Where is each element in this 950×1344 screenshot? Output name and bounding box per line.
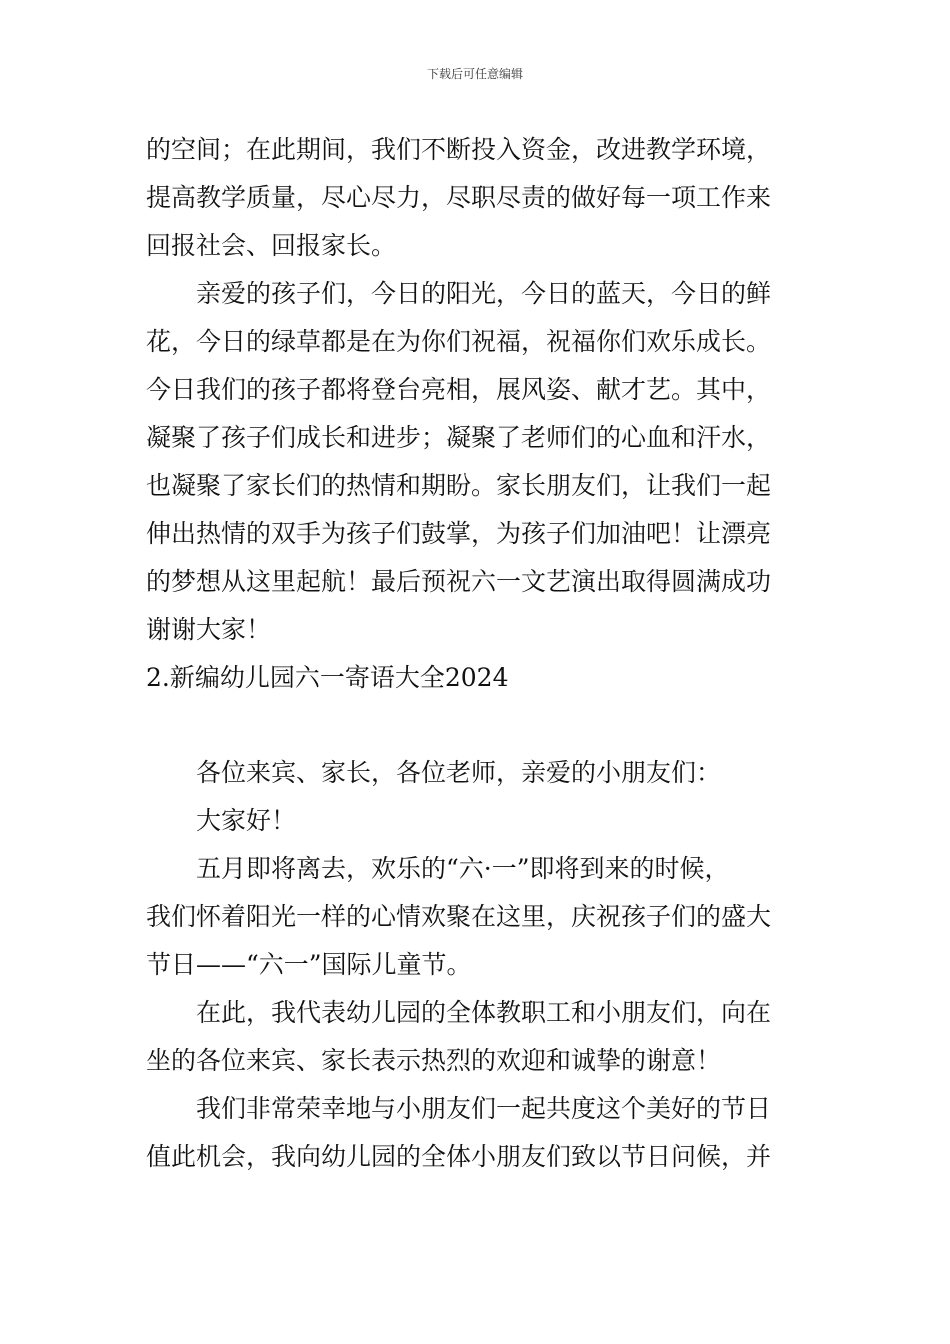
text-line: 我们非常荣幸地与小朋友们一起共度这个美好的节日 [196,1094,772,1123]
text-line: 伸出热情的双手为孩子们鼓掌，为孩子们加油吧！让漂亮 [146,519,772,548]
text-line: 在此，我代表幼儿园的全体教职工和小朋友们，向在 [196,998,772,1027]
text-line: 五月即将离去，欢乐的“六·一”即将到来的时候， [196,854,730,883]
text-line: 大家好！ [196,806,297,835]
text-line: 节日——“六一”国际儿童节。 [146,950,472,979]
text-line: 今日我们的孩子都将登台亮相，展风姿、献才艺。其中， [146,375,772,404]
text-line: 我们怀着阳光一样的心情欢聚在这里，庆祝孩子们的盛大 [146,902,772,931]
paragraph-gap [146,702,806,749]
text-line: 亲爱的孩子们，今日的阳光，今日的蓝天，今日的鲜 [196,279,772,308]
text-line: 坐的各位来宾、家长表示热烈的欢迎和诚挚的谢意！ [146,1046,722,1075]
text-line: 值此机会，我向幼儿园的全体小朋友们致以节日问候，并 [146,1142,772,1171]
page-header: 下载后可任意编辑 [426,67,523,81]
text-line: 也凝聚了家长们的热情和期盼。家长朋友们，让我们一起 [146,471,772,500]
text-line: 回报社会、回报家长。 [146,231,397,260]
text-line: 提高教学质量，尽心尽力，尽职尽责的做好每一项工作来 [146,183,772,212]
text-line: 花，今日的绿草都是在为你们祝福，祝福你们欢乐成长。 [146,327,772,356]
section-heading: 2.新编幼儿园六一寄语大全2024 [146,663,509,692]
text-line: 的空间；在此期间，我们不断投入资金，改进教学环境， [146,135,772,164]
text-line: 谢谢大家！ [146,615,272,644]
text-line: 各位来宾、家长，各位老师，亲爱的小朋友们： [196,758,722,787]
document-body [146,126,806,1181]
text-line: 凝聚了孩子们成长和进步；凝聚了老师们的心血和汗水， [146,423,772,452]
text-line: 的梦想从这里起航！最后预祝六一文艺演出取得圆满成功 [146,567,772,596]
